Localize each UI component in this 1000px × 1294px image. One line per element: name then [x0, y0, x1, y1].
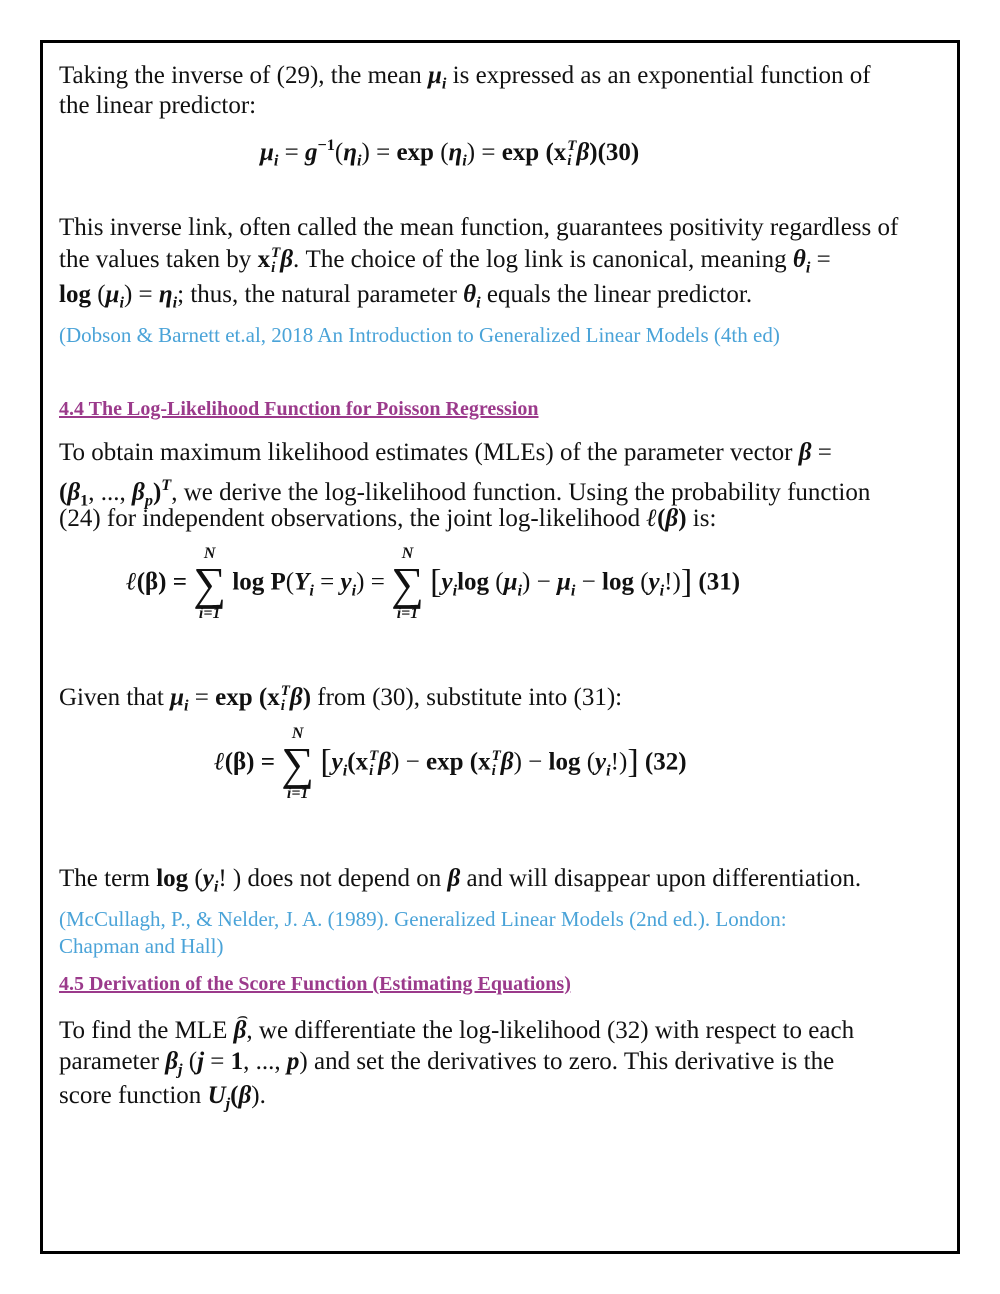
text: ; thus, the natural parameter [177, 281, 464, 308]
text: is: [686, 505, 717, 532]
factorial: ! [218, 865, 233, 892]
operator: = [313, 568, 341, 596]
text: ( [182, 1048, 198, 1075]
text: score function [59, 1082, 208, 1109]
operator: ) − [391, 748, 427, 776]
superscript: −1 [317, 136, 335, 154]
text: does not depend on [241, 865, 448, 892]
paragraph-line: score function $U_j(\beta)$. [59, 1082, 266, 1113]
paren: ( [59, 478, 68, 506]
text: Taking the inverse of (29), the mean [59, 62, 428, 89]
symbol-beta: β [67, 478, 81, 506]
text: To find the MLE [59, 1017, 234, 1044]
operator: − [575, 568, 602, 596]
symbol-U: U [207, 1082, 226, 1109]
text: (β) = [136, 568, 194, 596]
subscript: 1 [80, 491, 89, 510]
symbol-x: (x [545, 138, 567, 166]
symbol-beta: β [280, 246, 294, 273]
operator: = [204, 1048, 231, 1075]
symbol-beta-hat: ⌢ β [234, 1015, 247, 1047]
paren: ) = [356, 568, 392, 596]
paragraph-line [59, 90, 256, 122]
summation-sign: N ∑ i=1 [281, 725, 315, 802]
subscript: i [309, 581, 314, 600]
text: , ..., [88, 478, 133, 506]
func-exp: exp [396, 138, 441, 166]
subscript: i [213, 877, 219, 896]
text: , we differentiate the log-likelihood (32) with respect to each [246, 1017, 855, 1044]
citation-line: (McCullagh, P., & Nelder, J. A. (1989). Generalized Linear Models (2nd ed.). London: [59, 907, 787, 931]
func-exp: exp [426, 748, 470, 776]
paren: ( [230, 1082, 239, 1109]
symbol-eta: η [448, 138, 463, 166]
paren: ( [657, 505, 666, 532]
text: , ..., [243, 1048, 287, 1075]
citation: (Dobson & Barnett et.al, 2018 An Introduction to Generalized Linear Models (4th ed) [59, 323, 780, 347]
equation-30: $\mu_i = g^{-1}(\eta_i) = \exp (\eta_i) = \exp (x$ T i β)(30) [260, 136, 640, 170]
symbol-p: p [286, 1048, 300, 1075]
symbol-eta: η [158, 281, 173, 308]
superscript-T: T [567, 138, 577, 155]
func-log: log [156, 865, 195, 892]
summation-sign: N ∑ i=1 [193, 545, 227, 622]
symbol-g: g [305, 138, 318, 166]
section-heading-4-5: 4.5 Derivation of the Score Function (Estimating Equations) [59, 973, 571, 995]
text: the values taken by [59, 246, 258, 273]
subscript: j [178, 1060, 183, 1079]
paren: ) [152, 478, 162, 506]
symbol-mu: μ [503, 568, 518, 596]
subscript: i [441, 74, 447, 93]
subscript: i [271, 260, 276, 277]
citation [59, 906, 787, 960]
text: and will disappear upon differentiation. [460, 865, 862, 892]
equation-32: ℓ(β) = N ∑ i=1 [$y_i(x$ T i β) − exp (x T i $\beta) - \log (y_i!)$] (32) [214, 725, 687, 802]
operator: ) − [522, 568, 557, 596]
symbol-beta: β [447, 865, 461, 892]
func-log-p: log P [232, 568, 286, 596]
upper-limit: N [291, 725, 304, 742]
bracket: [ [320, 743, 332, 781]
lower-limit: i=1 [396, 605, 419, 622]
text: (24) for independent observations, the joint log-likelihood [59, 505, 647, 532]
symbol-x: (x [258, 684, 280, 711]
paragraph-line: the values taken by x T i β. The choice of the log link is canonical, meaning $\theta_i$ = [59, 245, 831, 277]
operator: = [278, 138, 306, 166]
func-log: log [59, 281, 98, 308]
text: ) and set the derivatives to zero. This derivative is the [299, 1048, 835, 1075]
equation-number: )(30) [589, 138, 640, 166]
equation-31: ℓ(β) = N ∑ i=1 $\log P(Y_i = y_i)$ = N ∑ i=1 [$y_i\log$ $(\mu_i) - \mu_i - \log (y_i!)$] (31) [126, 545, 741, 622]
paren: ) = [466, 138, 502, 166]
paren: ( [440, 138, 449, 166]
text: equals the linear predictor. [480, 281, 753, 308]
paren: ) [678, 505, 687, 532]
section-heading-4-4: 4.4 The Log-Likelihood Function for Poisson Regression [59, 398, 539, 420]
symbol-eta: η [343, 138, 357, 166]
symbol-y: y [340, 568, 352, 596]
text: ). [251, 1082, 266, 1109]
superscript-T: T [280, 683, 290, 700]
func-log: log [457, 568, 496, 596]
symbol-beta: β [289, 684, 303, 711]
text: Given that [59, 684, 171, 711]
paren: ( [97, 281, 106, 308]
paren: ( [334, 138, 344, 166]
bracket: ] [680, 563, 693, 601]
paragraph-line [59, 437, 832, 469]
symbol-x: x [257, 246, 271, 273]
symbol-mu: μ [170, 684, 184, 711]
text: (β) = [224, 748, 282, 776]
factorial: ! [664, 568, 673, 596]
number: 1 [230, 1048, 244, 1075]
superscript-T: T [161, 476, 172, 494]
func-exp: exp [501, 138, 546, 166]
summation-sign: N ∑ i=1 [391, 545, 424, 622]
text: = [810, 246, 831, 273]
paren: ( [285, 568, 295, 596]
text: parameter [59, 1048, 166, 1075]
subscript: i [184, 696, 189, 715]
paren: ) = [123, 281, 159, 308]
symbol-beta: β [378, 748, 392, 776]
paragraph-line: Given that $\mu_i = \exp (x$ T i β) from (30), substitute into (31): [59, 683, 623, 715]
text: from (30), substitute into (31): [311, 684, 623, 711]
operator: = [188, 684, 216, 711]
upper-limit: N [401, 545, 414, 562]
paragraph-line [59, 503, 716, 535]
symbol-y: y [331, 748, 343, 776]
symbol-beta: β [798, 439, 812, 466]
subscript: i [273, 151, 279, 170]
symbol-ell: ℓ [646, 505, 658, 532]
superscript-T: T [369, 748, 379, 764]
text: To obtain maximum likelihood estimates (MLEs) of the parameter vector [59, 439, 799, 466]
subscript: p [144, 491, 153, 510]
symbol-theta: θ [792, 246, 806, 273]
upper-limit: N [203, 545, 216, 562]
text: is expressed as an exponential function of [446, 62, 871, 89]
symbol-Y: Y [294, 568, 310, 596]
citation-line: Chapman and Hall) [59, 934, 224, 958]
paren: ) [302, 684, 312, 711]
symbol-mu: μ [260, 138, 274, 166]
symbol-beta: β [576, 138, 590, 166]
symbol-mu: μ [427, 62, 442, 89]
symbol-ell: ℓ [126, 568, 137, 596]
paragraph-line: The term $\log (y_i$! ) does not depend on β and will disappear upon differentiation. [59, 865, 862, 896]
lower-limit: i=1 [286, 785, 309, 802]
symbol-y: y [202, 865, 214, 892]
paragraph-line [59, 212, 898, 244]
paragraph-line [59, 1015, 854, 1047]
text: = [811, 439, 832, 466]
symbol-x: (x [347, 748, 369, 776]
text: The term [59, 865, 157, 892]
bracket: ] [627, 743, 639, 781]
symbol-mu: μ [105, 281, 120, 308]
paragraph-line: parameter $\beta_j$ (j = 1, ..., p) and set the derivatives to zero. This derivative is the [59, 1048, 835, 1079]
paren: ) = [361, 138, 397, 166]
symbol-beta: β [665, 505, 679, 532]
text: This inverse link, often called the mean function, guarantees positivity regardless of [59, 214, 899, 241]
paragraph-line: $\log (\mu_i) = \eta_i$; thus, the natural parameter $\theta_i$ equals the linear predictor. [59, 281, 753, 312]
bracket: [ [430, 563, 442, 601]
factorial: ! [610, 748, 619, 776]
symbol-ell: ℓ [214, 748, 225, 776]
equation-number: (32) [638, 748, 687, 776]
text: the linear predictor: [59, 92, 257, 119]
text: . The choice of the log link is canonical, meaning [293, 246, 793, 273]
equation-number: (31) [692, 568, 741, 596]
lower-limit: i=1 [198, 605, 221, 622]
subscript: i [342, 761, 348, 780]
func-log: log [548, 748, 587, 776]
symbol-beta: β [132, 478, 145, 506]
func-log: log [602, 568, 641, 596]
operator: ) − [513, 748, 549, 776]
superscript-T: T [271, 245, 281, 262]
text: , we derive the log-likelihood function. Using the probability function [171, 478, 871, 506]
func-exp: exp [215, 684, 259, 711]
symbol-theta: θ [463, 281, 477, 308]
